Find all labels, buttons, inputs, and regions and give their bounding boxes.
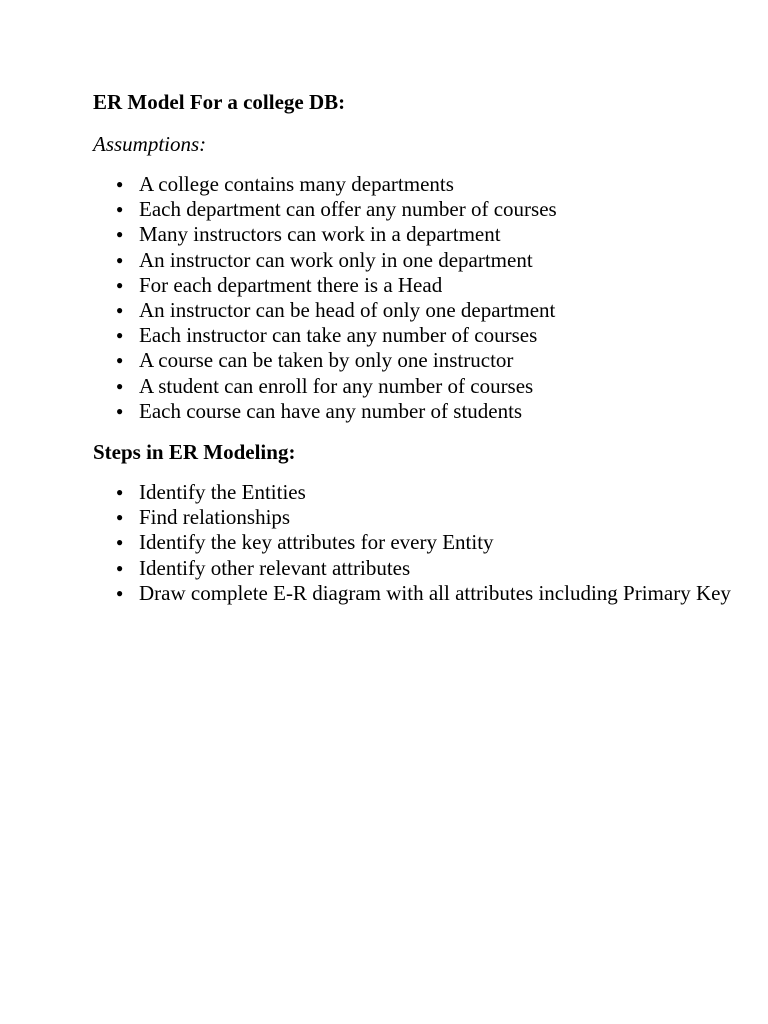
list-item-text: An instructor can work only in one department	[139, 247, 533, 272]
bullet-icon: ●	[116, 202, 124, 217]
assumptions-label: Assumptions:	[93, 132, 207, 156]
bullet-icon: ●	[116, 353, 124, 368]
list-item-text: Each department can offer any number of courses	[139, 197, 557, 222]
list-item-text: Find relationships	[139, 505, 291, 530]
bullet-icon: ●	[116, 535, 124, 550]
bullet-icon: ●	[116, 403, 124, 418]
list-item	[93, 374, 733, 399]
list-item-text: A student can enroll for any number of courses	[139, 373, 534, 398]
bullet-icon: ●	[116, 277, 124, 292]
list-item	[93, 530, 733, 555]
list-item-text: Many instructors can work in a department	[139, 222, 501, 247]
list-item	[93, 248, 733, 273]
list-item-text: Each course can have any number of students	[139, 398, 523, 423]
list-item-text: Identify the key attributes for every Entity	[139, 530, 494, 555]
bullet-icon: ●	[116, 585, 124, 600]
list-item	[93, 505, 733, 530]
list-item-text: A college contains many departments	[139, 172, 454, 196]
list-item	[93, 172, 733, 197]
list-item	[93, 399, 733, 424]
bullet-icon: ●	[116, 177, 124, 191]
bullet-icon: ●	[116, 328, 124, 343]
list-item-text: Identify the Entities	[139, 480, 306, 505]
list-item-text: For each department there is a Head	[139, 272, 443, 297]
list-item-text: An instructor can be head of only one department	[139, 298, 556, 323]
bullet-icon: ●	[116, 227, 124, 242]
bullet-icon: ●	[116, 252, 124, 267]
bullet-icon: ●	[116, 378, 124, 393]
list-item-text: Identify other relevant attributes	[139, 555, 411, 580]
document-page	[93, 88, 733, 606]
bullet-icon: ●	[116, 303, 124, 318]
bullet-icon: ●	[116, 485, 124, 500]
list-item	[93, 273, 733, 298]
assumptions-list	[93, 172, 733, 424]
list-item	[93, 581, 733, 606]
bullet-icon: ●	[116, 510, 124, 525]
steps-heading: Steps in ER Modeling:	[93, 440, 296, 465]
list-item	[93, 556, 733, 581]
document-title: ER Model For a college DB:	[93, 90, 346, 114]
list-item	[93, 197, 733, 222]
list-item-text: Each instructor can take any number of courses	[139, 323, 538, 348]
steps-list	[93, 480, 733, 606]
list-item	[93, 480, 733, 505]
list-item	[93, 298, 733, 323]
list-item	[93, 323, 733, 348]
list-item-text: Draw complete E-R diagram with all attributes including Primary Key	[139, 580, 731, 605]
list-item	[93, 348, 733, 373]
list-item	[93, 222, 733, 247]
list-item-text: A course can be taken by only one instructor	[139, 348, 514, 373]
bullet-icon: ●	[116, 560, 124, 575]
